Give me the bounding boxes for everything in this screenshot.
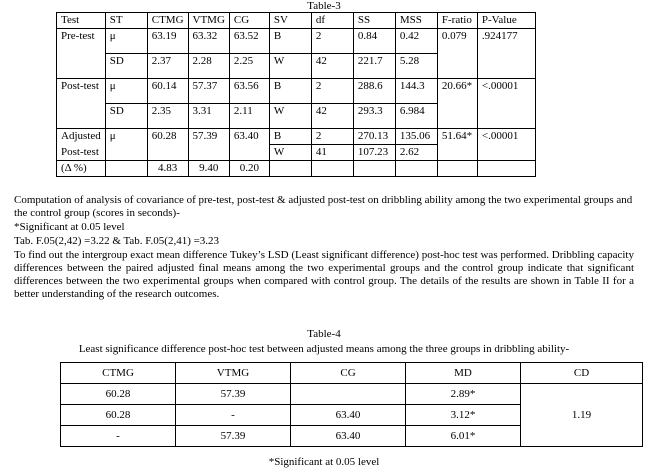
- table4-title: Table-4: [307, 328, 341, 340]
- table-cell: 6.984: [395, 104, 437, 129]
- table-cell: [437, 104, 477, 129]
- table-cell: 9.40: [188, 161, 229, 177]
- header-cell: CG: [229, 13, 269, 29]
- header-cell: VTMG: [176, 363, 291, 384]
- table-cell: 221.7: [353, 54, 395, 79]
- header-cell: F-ratio: [437, 13, 477, 29]
- table-cell: 20.66*: [437, 79, 477, 104]
- table-cell: [477, 104, 535, 129]
- significance-note: *Significant at 0.05 level: [14, 221, 125, 233]
- table-cell: 57.39: [176, 426, 291, 447]
- table-cell: <.00001: [477, 79, 535, 104]
- table-cell: B: [269, 129, 311, 145]
- table-cell: 2.28: [188, 54, 229, 79]
- table-row: [57, 54, 536, 79]
- table-row: [57, 104, 536, 129]
- table-cell: .924177: [477, 29, 535, 54]
- table-cell: Post-test: [57, 145, 106, 161]
- table-cell: 60.28: [61, 405, 176, 426]
- table3-caption: Computation of analysis of covariance of pre-test, post-test & adjusted post-test on dribbling ability among the two experimental groups and the control group (scores in seconds)-: [14, 194, 633, 219]
- table-cell: 63.19: [147, 29, 188, 54]
- table-cell: 41: [311, 145, 353, 161]
- table3-header-row: [57, 13, 536, 29]
- table-cell: 63.40: [291, 426, 406, 447]
- table-cell: [437, 54, 477, 79]
- header-cell: SV: [269, 13, 311, 29]
- table-cell: [147, 145, 188, 161]
- table-cell: 51.64*: [437, 129, 477, 145]
- table-cell: Post-test: [57, 79, 106, 104]
- table-cell: Pre-test: [57, 29, 106, 54]
- table-cell: μ: [105, 79, 147, 104]
- table-cell: [291, 384, 406, 405]
- table-cell: 63.40: [229, 129, 269, 145]
- table-cell: [105, 145, 147, 161]
- table-cell: 57.39: [188, 129, 229, 145]
- table-cell: 5.28: [395, 54, 437, 79]
- header-cell: df: [311, 13, 353, 29]
- table-cell: 63.56: [229, 79, 269, 104]
- header-cell: CD: [521, 363, 643, 384]
- table-row: [57, 145, 536, 161]
- table-cell: [311, 161, 353, 177]
- header-cell: P-Value: [477, 13, 535, 29]
- table-cell: B: [269, 79, 311, 104]
- table-cell: 2.62: [395, 145, 437, 161]
- table-row: [57, 29, 536, 54]
- table3: [56, 12, 536, 177]
- table-cell: [57, 104, 106, 129]
- table-cell: W: [269, 104, 311, 129]
- table-cell: 63.40: [291, 405, 406, 426]
- table-cell: 60.14: [147, 79, 188, 104]
- header-cell: Test: [57, 13, 106, 29]
- table-cell: 2: [311, 79, 353, 104]
- table-cell: [57, 54, 106, 79]
- table3-title: Table-3: [307, 0, 341, 12]
- table-cell: -: [176, 405, 291, 426]
- table-cell: (Δ %): [57, 161, 106, 177]
- table-cell: 60.28: [61, 384, 176, 405]
- table-cell: [105, 161, 147, 177]
- table-cell: <.00001: [477, 129, 535, 145]
- table-cell: 107.23: [353, 145, 395, 161]
- table-row: [61, 384, 643, 405]
- header-cell: MSS: [395, 13, 437, 29]
- table-cell: 0.42: [395, 29, 437, 54]
- table-cell: [477, 161, 535, 177]
- table-cell: 57.37: [188, 79, 229, 104]
- table-cell: 288.6: [353, 79, 395, 104]
- table-cell: 2.25: [229, 54, 269, 79]
- critical-difference-cell: 1.19: [521, 384, 643, 447]
- tabulated-f-note: Tab. F.05(2,42) =3.22 & Tab. F.05(2,41) =3.23: [14, 235, 220, 247]
- header-cell: CTMG: [61, 363, 176, 384]
- table-cell: 63.52: [229, 29, 269, 54]
- table-row: [57, 79, 536, 104]
- table-cell: [188, 145, 229, 161]
- header-cell: VTMG: [188, 13, 229, 29]
- table-cell: 0.84: [353, 29, 395, 54]
- table-cell: 3.12*: [406, 405, 521, 426]
- table-cell: [437, 145, 477, 161]
- table-cell: 2.37: [147, 54, 188, 79]
- table-cell: [437, 161, 477, 177]
- table-cell: 0.20: [229, 161, 269, 177]
- table-cell: 60.28: [147, 129, 188, 145]
- table-cell: [395, 161, 437, 177]
- table-cell: B: [269, 29, 311, 54]
- table-row: [57, 129, 536, 145]
- table-cell: 2.35: [147, 104, 188, 129]
- table-cell: 144.3: [395, 79, 437, 104]
- table4-footnote: *Significant at 0.05 level: [268, 456, 380, 468]
- table-cell: μ: [105, 129, 147, 145]
- table-cell: 42: [311, 104, 353, 129]
- table-cell: [353, 161, 395, 177]
- table-cell: 2: [311, 129, 353, 145]
- header-cell: SS: [353, 13, 395, 29]
- table-cell: Adjusted: [57, 129, 106, 145]
- header-cell: ST: [105, 13, 147, 29]
- table-cell: SD: [105, 54, 147, 79]
- body-paragraph: To find out the intergroup exact mean difference Tukey’s LSD (Least significant difference) post-hoc test was performed. Dribbling capacity differences between the paired adjusted final means among the two experimental groups and the control group indicate that significant differences between the two experimental groups when compared with control group. The details of the results are shown in Table II for a better understanding of the research outcomes.: [14, 249, 634, 300]
- table-cell: 2: [311, 29, 353, 54]
- table-cell: 135.06: [395, 129, 437, 145]
- table-cell: 2.89*: [406, 384, 521, 405]
- table-cell: SD: [105, 104, 147, 129]
- table-cell: μ: [105, 29, 147, 54]
- table4: [60, 362, 643, 447]
- table-cell: 57.39: [176, 384, 291, 405]
- table-cell: 4.83: [147, 161, 188, 177]
- table-cell: 0.079: [437, 29, 477, 54]
- table-cell: W: [269, 54, 311, 79]
- header-cell: MD: [406, 363, 521, 384]
- table4-subtitle: Least significance difference post-hoc test between adjusted means among the three groups in dribbling ability-: [78, 343, 570, 355]
- table-cell: [269, 161, 311, 177]
- table-cell: 2.11: [229, 104, 269, 129]
- table-cell: [229, 145, 269, 161]
- table-row: [57, 161, 536, 177]
- table-cell: [477, 145, 535, 161]
- table-cell: 42: [311, 54, 353, 79]
- table-cell: 6.01*: [406, 426, 521, 447]
- table-cell: [477, 54, 535, 79]
- table-cell: 270.13: [353, 129, 395, 145]
- table-cell: 293.3: [353, 104, 395, 129]
- table-cell: W: [269, 145, 311, 161]
- table-cell: 63.32: [188, 29, 229, 54]
- header-cell: CTMG: [147, 13, 188, 29]
- table-cell: -: [61, 426, 176, 447]
- header-cell: CG: [291, 363, 406, 384]
- table4-header-row: [61, 363, 643, 384]
- table-cell: 3.31: [188, 104, 229, 129]
